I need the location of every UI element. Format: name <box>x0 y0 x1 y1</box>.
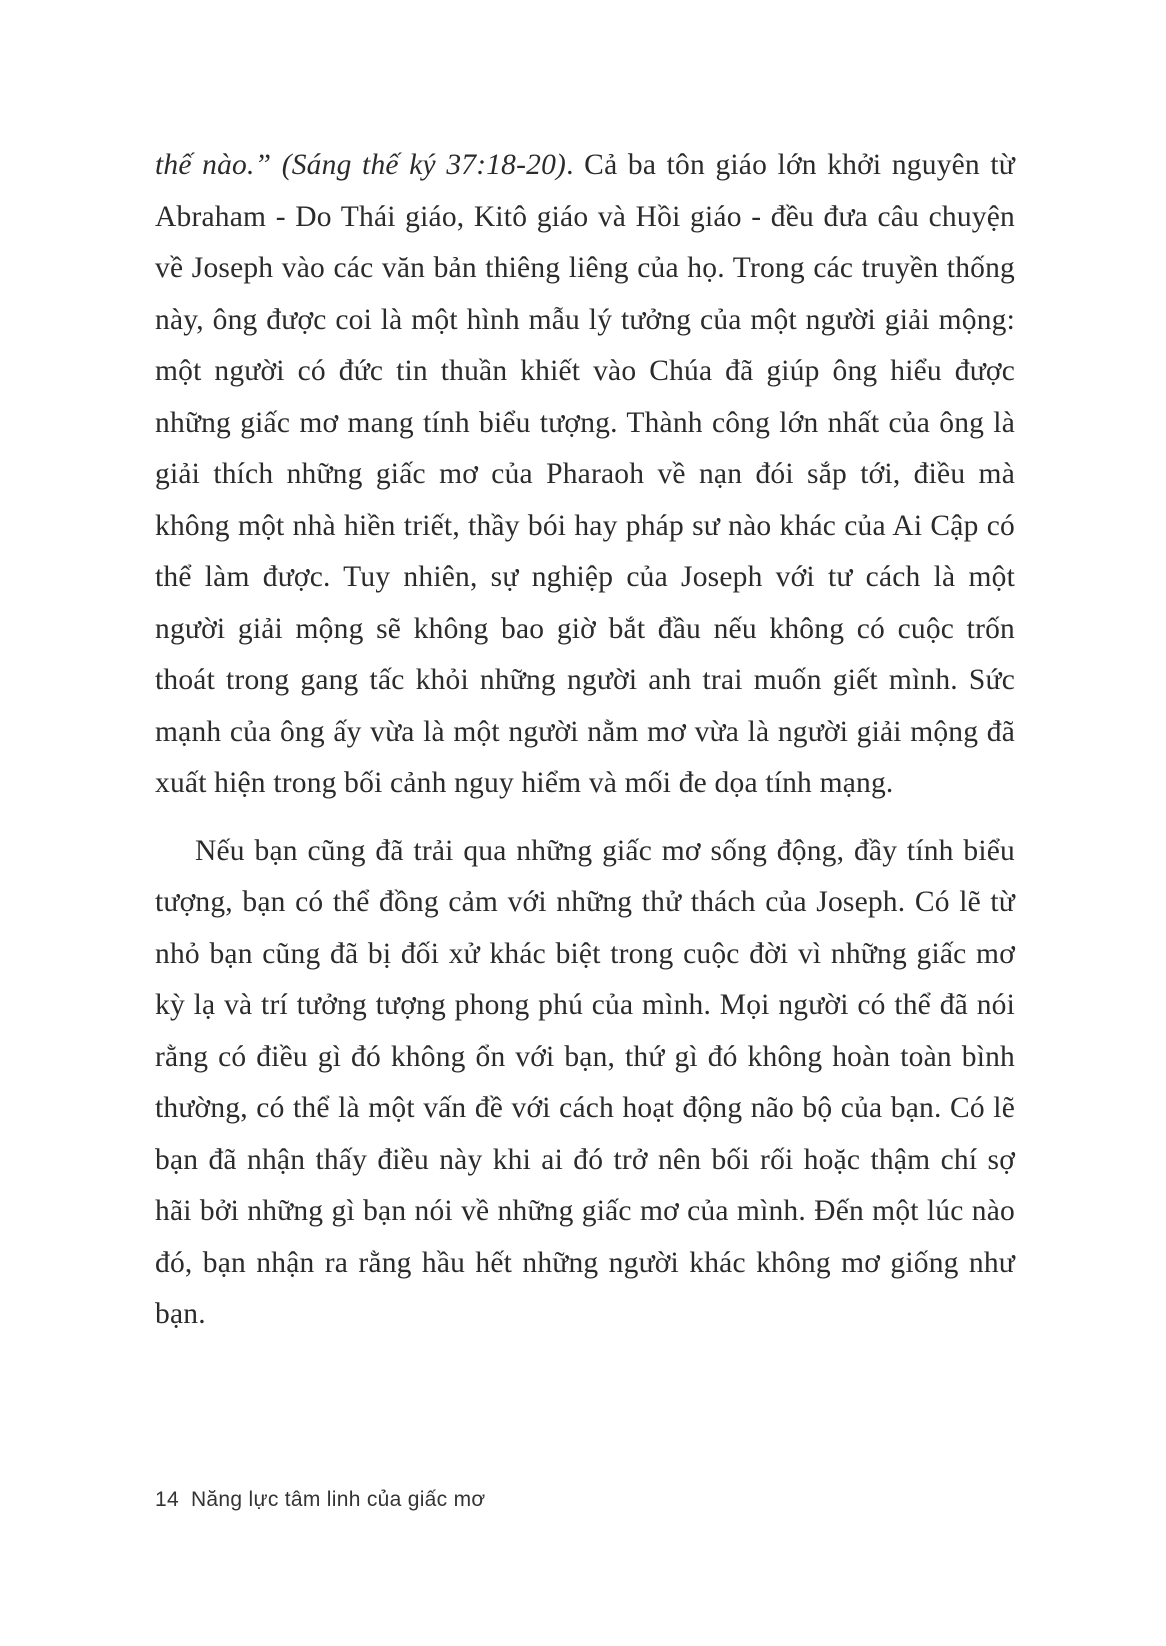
page-number: 14 <box>155 1488 179 1511</box>
citation-italic: thế nào.” (Sáng thế ký 37:18-20) <box>155 149 567 181</box>
paragraph-2: Nếu bạn cũng đã trải qua những giấc mơ sống động, đầy tính biểu tượng, bạn có thể đồng cảm với những thử thách của Joseph. Có lẽ từ nhỏ bạn cũng đã bị đối xử khác biệt trong cuộc đời vì những giấc mơ kỳ lạ và trí tưởng tượng phong phú của mình. Mọi người có thể đã nói rằng có điều gì đó không ổn với bạn, thứ gì đó không hoàn toàn bình thường, có thể là một vấn đề với cách hoạt động não bộ của bạn. Có lẽ bạn đã nhận thấy điều này khi ai đó trở nên bối rối hoặc thậm chí sợ hãi bởi những gì bạn nói về những giấc mơ của mình. Đến một lúc nào đó, bạn nhận ra rằng hầu hết những người khác không mơ giống như bạn. <box>155 834 1015 1330</box>
page-body <box>155 140 1015 1341</box>
running-title: Năng lực tâm linh của giấc mơ <box>190 1488 486 1511</box>
paragraph-1 <box>155 140 1015 810</box>
paragraph-1-text: . Cả ba tôn giáo lớn khởi nguyên từ Abraham - Do Thái giáo, Kitô giáo và Hồi giáo - đều đưa câu chuyện về Joseph vào các văn bản thiêng liêng của họ. Trong các truyền thống này, ông được coi là một hình mẫu lý tưởng của một người giải mộng: một người có đức tin thuần khiết vào Chúa đã giúp ông hiểu được những giấc mơ mang tính biểu tượng. Thành công lớn nhất của ông là giải thích những giấc mơ của Pharaoh về nạn đói sắp tới, điều mà không một nhà hiền triết, thầy bói hay pháp sư nào khác của Ai Cập có thể làm được. Tuy nhiên, sự nghiệp của Joseph với tư cách là một người giải mộng sẽ không bao giờ bắt đầu nếu không có cuộc trốn thoát trong gang tấc khỏi những người anh trai muốn giết mình. Sức mạnh của ông ấy vừa là một người nằm mơ vừa là người giải mộng đã xuất hiện trong bối cảnh nguy hiểm và mối đe dọa tính mạng. <box>155 149 1015 799</box>
page-footer <box>155 1488 485 1512</box>
